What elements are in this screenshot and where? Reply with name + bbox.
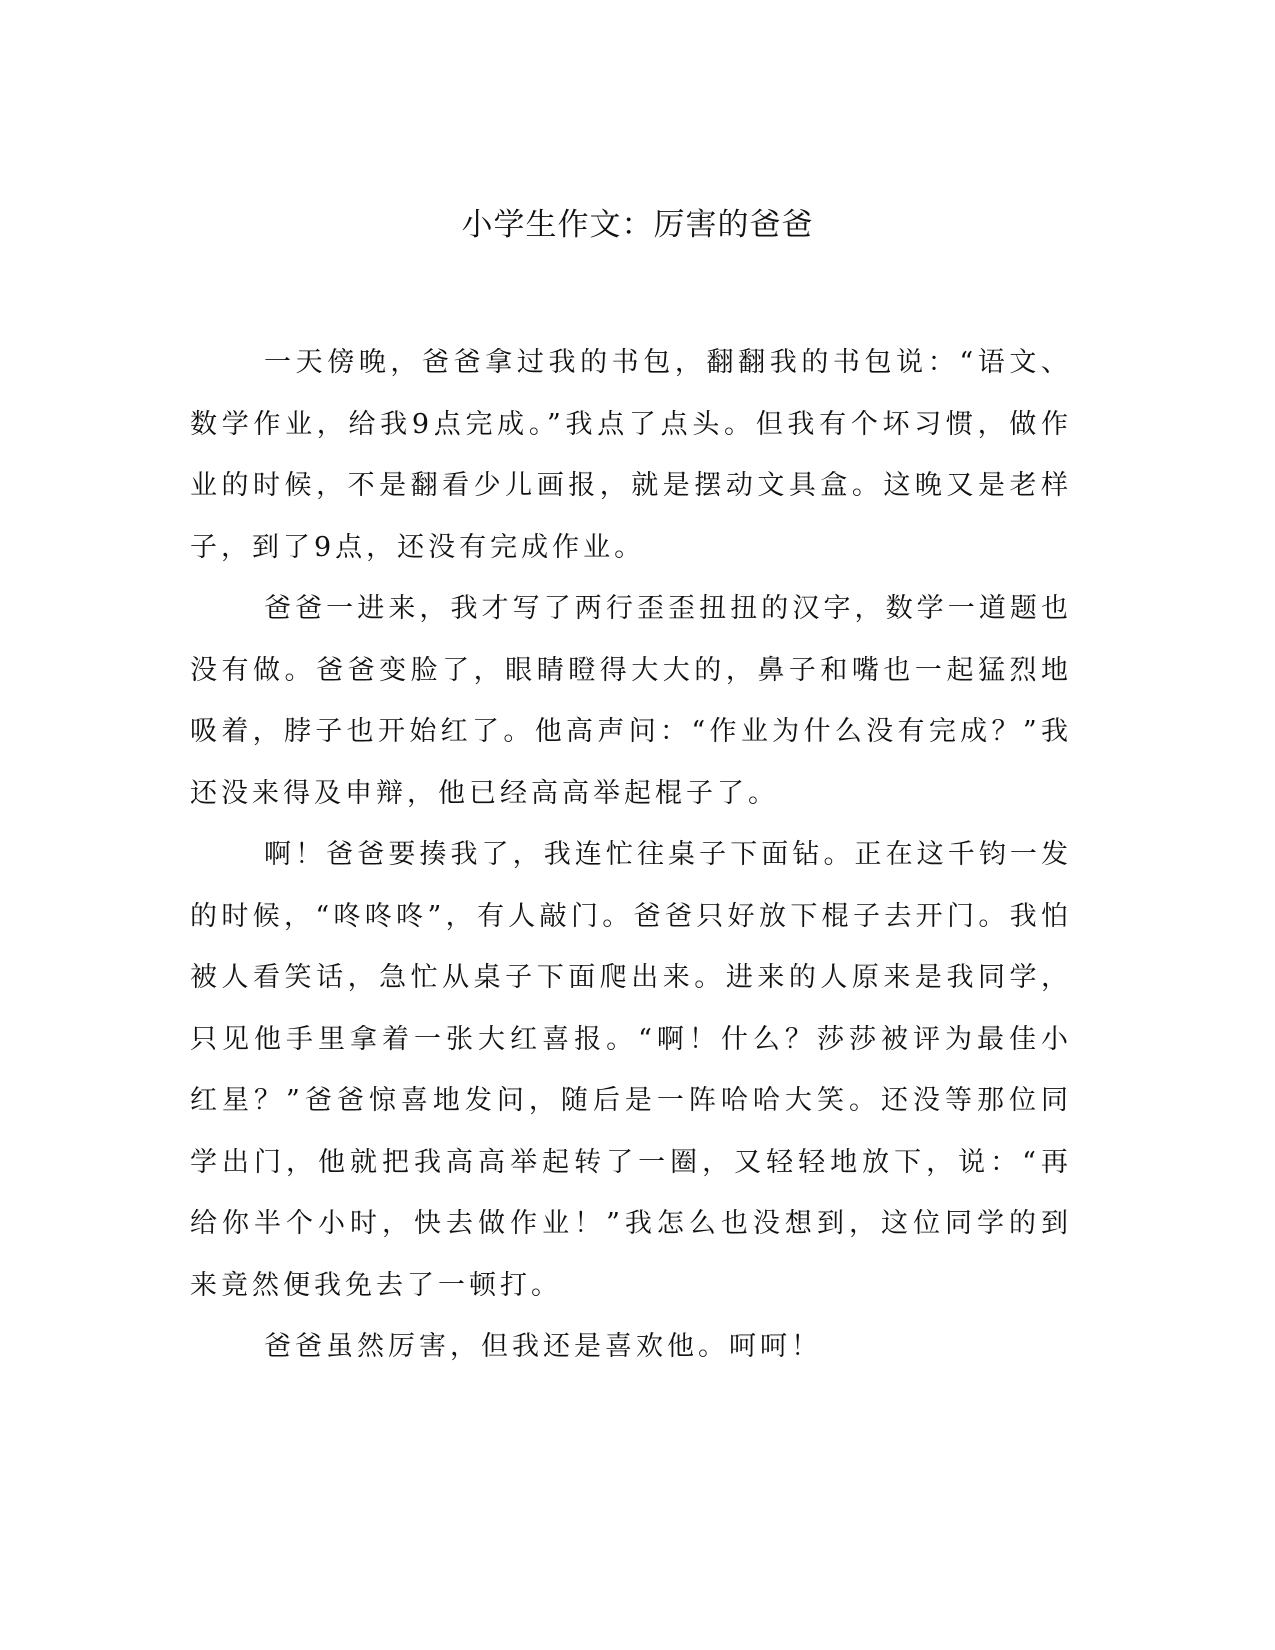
paragraph-2: 爸爸一进来，我才写了两行歪歪扭扭的汉字，数学一道题也没有做。爸爸变脸了，眼睛瞪得大大的，鼻子和嘴也一起猛烈地吸着，脖子也开始红了。他高声问：“作业为什么没有完成？”我还没来得及申辩，他已经高高举起棍子了。 — [190, 593, 1072, 809]
paragraph-1: 一天傍晚，爸爸拿过我的书包，翻翻我的书包说：“语文、数学作业，给我9点完成。”我点了点头。但我有个坏习惯，做作业的时候，不是翻看少儿画报，就是摆动文具盒。这晚又是老样子，到了9点，还没有完成作业。 — [190, 347, 1072, 563]
paragraph-4: 爸爸虽然厉害，但我还是喜欢他。呵呵！ — [264, 1331, 822, 1362]
paragraph-3: 啊！爸爸要揍我了，我连忙往桌子下面钻。正在这千钧一发的时候，“咚咚咚”，有人敲门。爸爸只好放下棍子去开门。我怕被人看笑话，急忙从桌子下面爬出来。进来的人原来是我同学，只见他手里拿着一张大红喜报。“啊！什么？莎莎被评为最佳小红星？”爸爸惊喜地发问，随后是一阵哈哈大笑。还没等那位同学出门，他就把我高高举起转了一圈，又轻轻地放下，说：“再给你半个小时，快去做作业！”我怎么也没想到，这位同学的到来竟然便我免去了一顿打。 — [190, 839, 1072, 1301]
document-title: 小学生作文：厉害的爸爸 — [461, 207, 814, 243]
document-body — [190, 332, 1072, 1378]
